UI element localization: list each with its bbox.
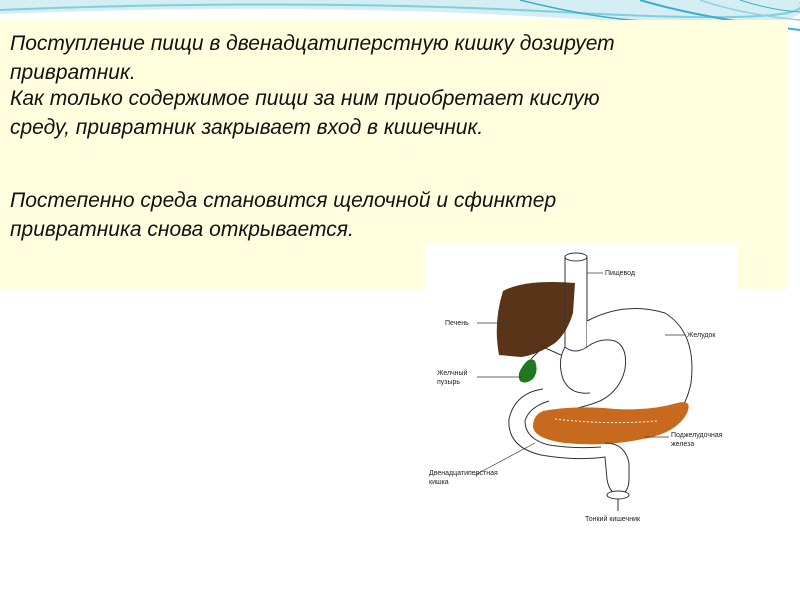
text-line: Поступление пищи в двенадцатиперстную кишку дозирует [10, 32, 615, 55]
label-stomach: Желудок [687, 332, 716, 339]
label-duodenum-line2: кишка [429, 479, 449, 486]
label-gallbladder-line2: пузырь [437, 379, 461, 386]
label-esophagus: Пищевод [605, 270, 635, 277]
label-duodenum-line1: Двенадцатиперстная [429, 470, 498, 477]
small-intestine-shape [607, 491, 629, 499]
digestive-anatomy-figure [425, 243, 737, 525]
text-line: среду, привратник закрывает вход в кишечник. [10, 115, 484, 139]
paragraph-acidic-closure [10, 85, 780, 142]
text-line: Постепенно среда становится щелочной и сфинктер [10, 189, 557, 212]
text-line: привратник. [10, 60, 136, 84]
label-small-intestine: Тонкий кишечник [585, 516, 641, 523]
label-gallbladder-line1: Желчный [437, 370, 468, 377]
label-pancreas-line2: железа [671, 441, 695, 448]
anatomy-diagram [425, 243, 737, 525]
label-liver: Печень [445, 320, 469, 327]
liver-shape [497, 282, 575, 357]
paragraph-alkaline-reopening [10, 187, 780, 244]
esophagus-opening [565, 253, 587, 261]
gallbladder-shape [519, 359, 537, 382]
paragraph-pyloric-dosing [10, 30, 780, 87]
label-pancreas-line1: Поджелудочная [671, 432, 723, 439]
text-line: Как только содержимое пищи за ним приобретает кислую [10, 87, 600, 110]
text-line: привратника снова открывается. [10, 217, 354, 241]
